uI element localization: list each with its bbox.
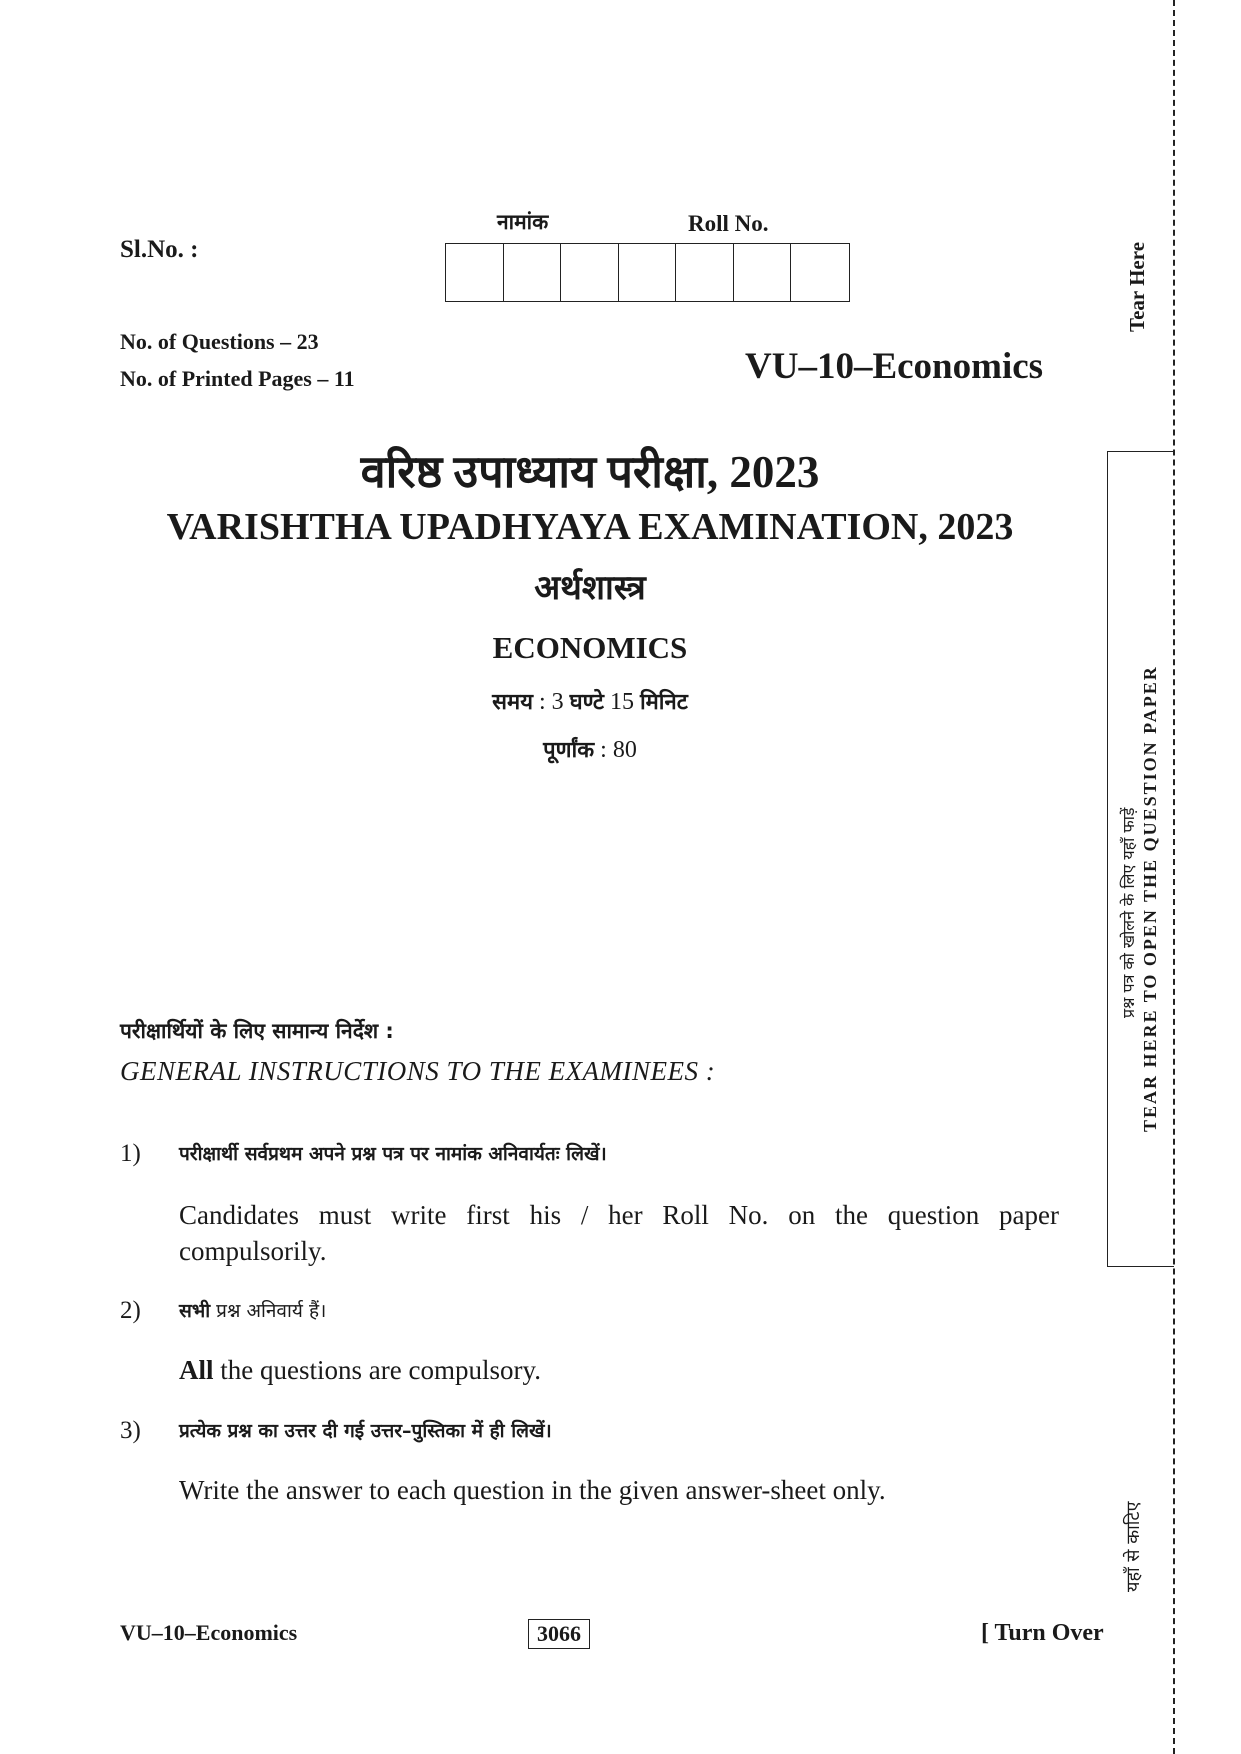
tear-open-english: TEAR HERE TO OPEN THE QUESTION PAPER	[1140, 665, 1160, 1132]
roll-number-boxes[interactable]	[445, 243, 850, 302]
instruction-3-hindi: प्रत्येक प्रश्न का उत्तर दी गई उत्तर–पुस्तिका में ही लिखें।	[179, 1420, 552, 1442]
instruction-2-english	[179, 1352, 541, 1388]
instruction-number: 3)	[120, 1417, 141, 1444]
roll-digit-box[interactable]	[676, 244, 734, 301]
turn-over-label: [ Turn Over	[981, 1620, 1104, 1646]
subject-hindi: अर्थशास्त्र	[534, 568, 646, 608]
roll-digit-box[interactable]	[504, 244, 562, 301]
instruction-2-english-text: the questions are compulsory.	[213, 1355, 541, 1385]
cut-here-hindi: यहाँ से काटिए	[1123, 1501, 1144, 1592]
page-id-box: 3066	[528, 1619, 590, 1649]
roll-digit-box[interactable]	[791, 244, 849, 301]
namank-label: नामांक	[497, 210, 549, 234]
tear-open-hindi: प्रश्न पत्र को खोलने के लिए यहाँ फाड़ें	[1119, 807, 1138, 1018]
marks-value: : 80	[594, 737, 637, 763]
sl-no-label: Sl.No. :	[120, 236, 199, 263]
time-minutes-value: 15	[603, 689, 640, 715]
instruction-2-english-emphasis: All	[179, 1355, 214, 1385]
subject-english: ECONOMICS	[492, 630, 688, 665]
time-hours-unit: घण्टे	[569, 690, 604, 715]
time-value: : 3	[532, 689, 570, 715]
exam-title-hindi: वरिष्ठ उपाध्याय परीक्षा, 2023	[360, 447, 820, 497]
roll-digit-box[interactable]	[734, 244, 792, 301]
instruction-1-hindi: परीक्षार्थी सर्वप्रथम अपने प्रश्न पत्र पर नामांक अनिवार्यतः लिखें।	[179, 1143, 607, 1165]
instruction-2-hindi	[179, 1297, 326, 1323]
instructions-heading-english: GENERAL INSTRUCTIONS TO THE EXAMINEES :	[120, 1056, 716, 1086]
roll-digit-box[interactable]	[561, 244, 619, 301]
exam-title-english: VARISHTHA UPADHYAYA EXAMINATION, 2023	[166, 506, 1014, 548]
number-of-printed-pages: No. of Printed Pages – 11	[120, 366, 355, 391]
instruction-2-hindi-text: प्रश्न अनिवार्य हैं।	[210, 1300, 327, 1322]
roll-digit-box[interactable]	[446, 244, 504, 301]
time-allowed	[0, 686, 1180, 716]
maximum-marks	[0, 734, 1180, 764]
instruction-2-hindi-emphasis: सभी	[179, 1300, 211, 1322]
instruction-number: 1)	[120, 1140, 141, 1167]
number-of-questions: No. of Questions – 23	[120, 329, 319, 354]
time-label: समय	[492, 690, 533, 715]
footer-paper-code: VU–10–Economics	[120, 1620, 298, 1645]
instruction-3-english: Write the answer to each question in the given answer-sheet only.	[179, 1475, 886, 1505]
roll-digit-box[interactable]	[619, 244, 677, 301]
tear-here-label: Tear Here	[1125, 241, 1149, 332]
instruction-number: 2)	[120, 1297, 141, 1324]
time-minutes-unit: मिनिट	[639, 690, 688, 715]
marks-label: पूर्णांक	[543, 738, 595, 763]
paper-code: VU–10–Economics	[745, 346, 1044, 387]
instruction-1-english: Candidates must write first his / her Roll No. on the question paper compulsorily.	[179, 1200, 1059, 1266]
roll-no-label: Roll No.	[688, 211, 769, 236]
instructions-heading-hindi: परीक्षार्थियों के लिए सामान्य निर्देश :	[120, 1019, 394, 1043]
